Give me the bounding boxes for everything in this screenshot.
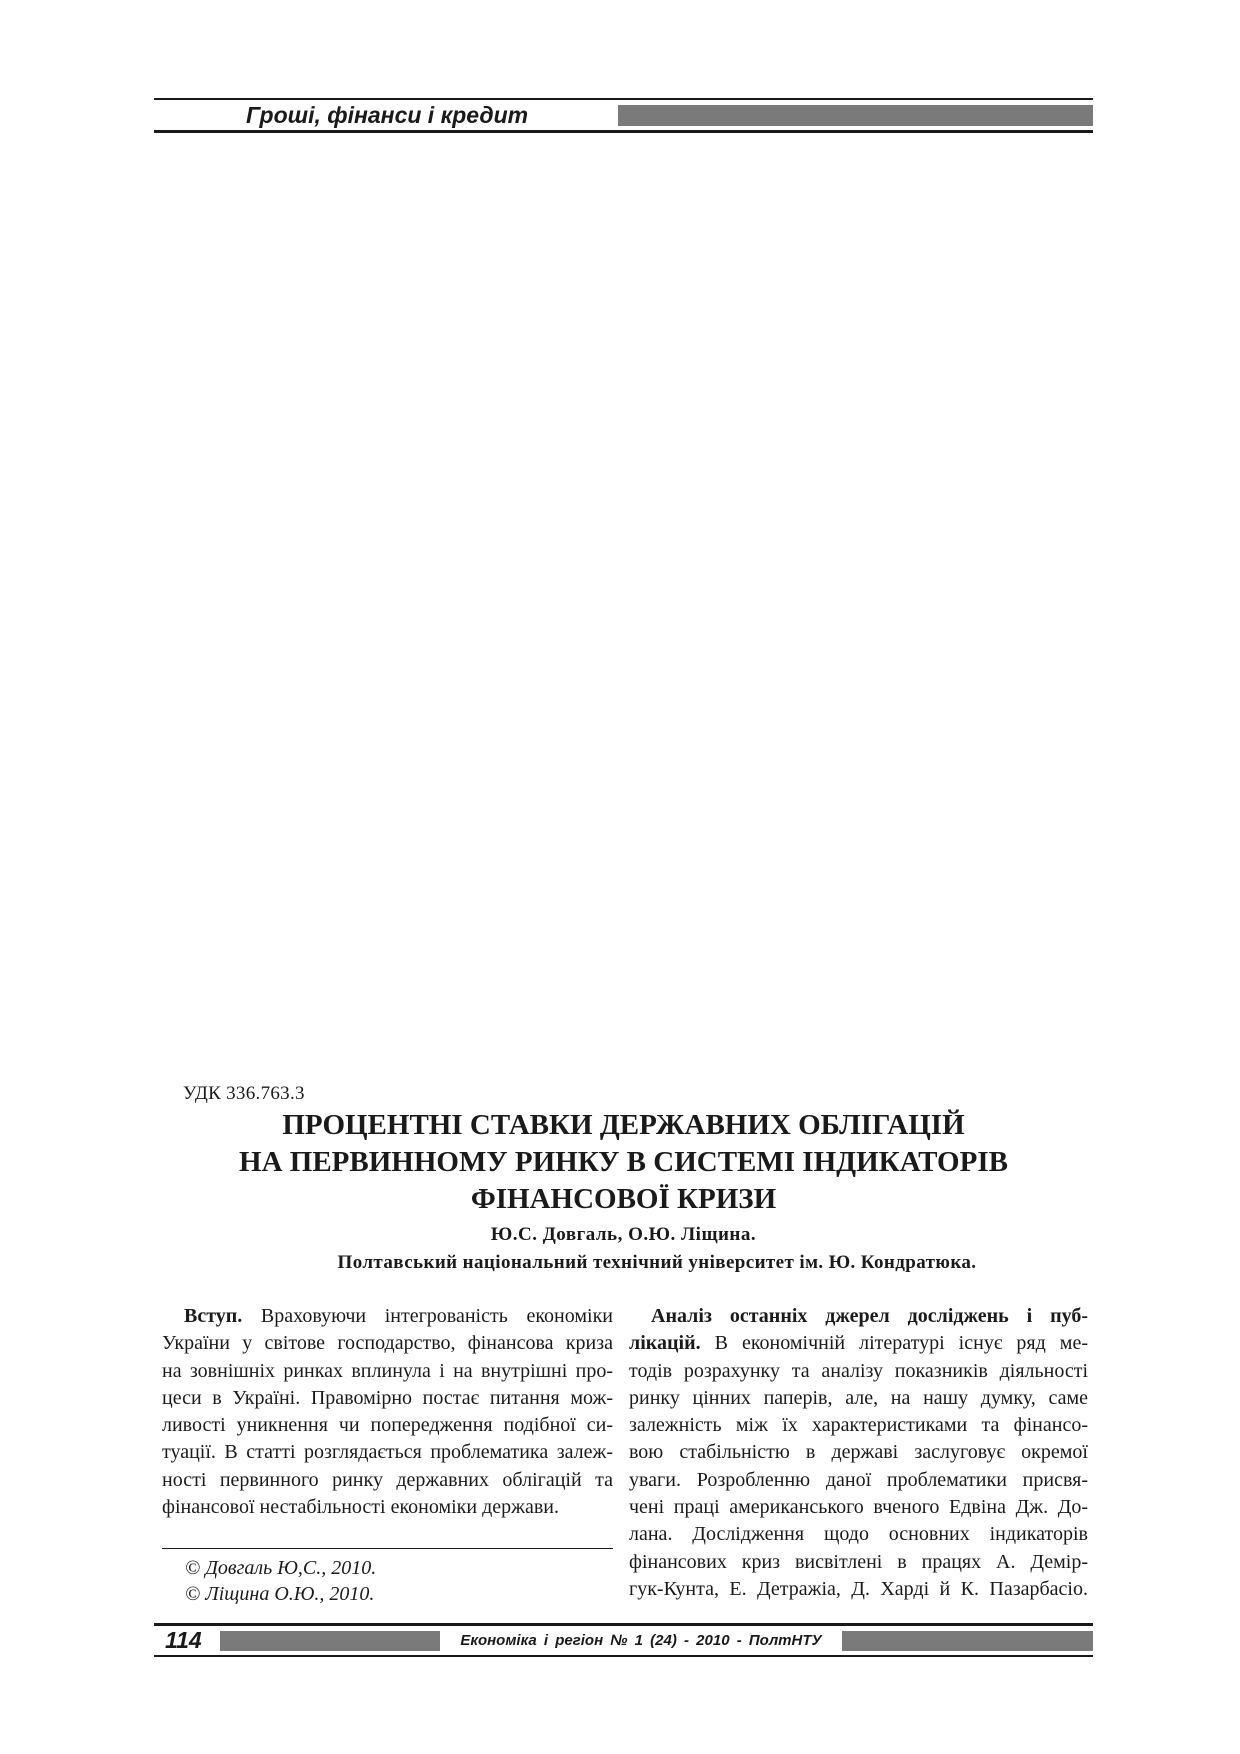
intro-line: ності первинного ринку державних облігацій та	[162, 1468, 613, 1491]
analysis-line: вою стабільністю в державі заслуговує окремої	[629, 1441, 1088, 1464]
authors: Ю.С. Довгаль, О.Ю. Ліщина.	[490, 1224, 757, 1245]
analysis-heading-cont: лікацій.	[629, 1332, 701, 1355]
journal-info: Економіка і регіон № 1 (24) - 2010 - ПолтНТУ	[460, 1632, 822, 1649]
analysis-line: гук-Кунта, Е. Детражіа, Д. Харді й К. Пазарбасіо.	[629, 1577, 1088, 1600]
title-line-2: НА ПЕРВИННОМУ РИНКУ В СИСТЕМІ ІНДИКАТОРІВ	[239, 1146, 1008, 1178]
intro-heading: Вступ.	[184, 1305, 243, 1327]
intro-line: Вступ. Враховуючи інтегрованість економіки	[184, 1305, 613, 1327]
copyright-note-1: © Довгаль Ю,С., 2010.	[185, 1557, 377, 1579]
footer-gray-bar-left	[220, 1631, 440, 1651]
copyright-note-2: © Ліщина О.Ю., 2010.	[185, 1583, 375, 1605]
header-rule-top	[154, 98, 1093, 100]
intro-line: туації. В статті розглядається проблематика залеж-	[162, 1441, 613, 1464]
analysis-line: лана. Дослідження щодо основних індикаторів	[629, 1523, 1088, 1546]
analysis-line: тодів розрахунку та аналізу показників діяльності	[629, 1359, 1088, 1382]
analysis-line: лікацій. В економічній літературі існує ряд ме-	[629, 1332, 1088, 1355]
analysis-line: залежність між їх характеристиками та фінансо-	[629, 1414, 1088, 1437]
intro-line: цеси в Україні. Правомірно постає питання мож-	[162, 1386, 613, 1409]
intro-line: фінансової нестабільності економіки держави.	[162, 1496, 559, 1519]
analysis-heading: Аналіз останніх джерел досліджень і пуб-	[651, 1305, 1088, 1327]
page-number: 114	[165, 1627, 202, 1653]
analysis-line	[629, 1303, 1088, 1330]
footer-rule-top	[154, 1623, 1093, 1626]
analysis-line: уваги. Розробленню даної проблематики присвя-	[629, 1468, 1088, 1491]
analysis-line: ринку цінних паперів, але, на нашу думку, саме	[629, 1386, 1088, 1409]
header-rule-bottom	[154, 130, 1093, 133]
analysis-line: чені праці американського вченого Едвіна Дж. До-	[629, 1496, 1088, 1519]
analysis-column	[629, 1303, 1088, 1603]
section-title: Гроші, фінанси і кредит	[246, 102, 529, 128]
udc-code: УДК 336.763.3	[183, 1083, 305, 1104]
intro-column	[162, 1303, 613, 1521]
affiliation: Полтавський національний технічний університет ім. Ю. Кондратюка.	[337, 1252, 977, 1273]
footer-rule-bottom	[154, 1655, 1093, 1657]
intro-line: України у світове господарство, фінансова криза	[162, 1332, 613, 1355]
intro-line: на зовнішніх ринках вплинула і на внутрішні про-	[162, 1359, 613, 1382]
footnote-rule	[162, 1548, 613, 1549]
article-title	[154, 1107, 1093, 1218]
footer-gray-bar-right	[842, 1631, 1093, 1651]
title-line-3: ФІНАНСОВОЇ КРИЗИ	[470, 1183, 777, 1215]
header-gray-bar	[618, 105, 1093, 126]
analysis-line: фінансових криз висвітлені в працях А. Деміp-	[629, 1550, 1088, 1573]
intro-line: ливості уникнення чи попередження подібної си-	[162, 1414, 613, 1437]
title-line-1: ПРОЦЕНТНІ СТАВКИ ДЕРЖАВНИХ ОБЛІГАЦІЙ	[282, 1109, 965, 1141]
